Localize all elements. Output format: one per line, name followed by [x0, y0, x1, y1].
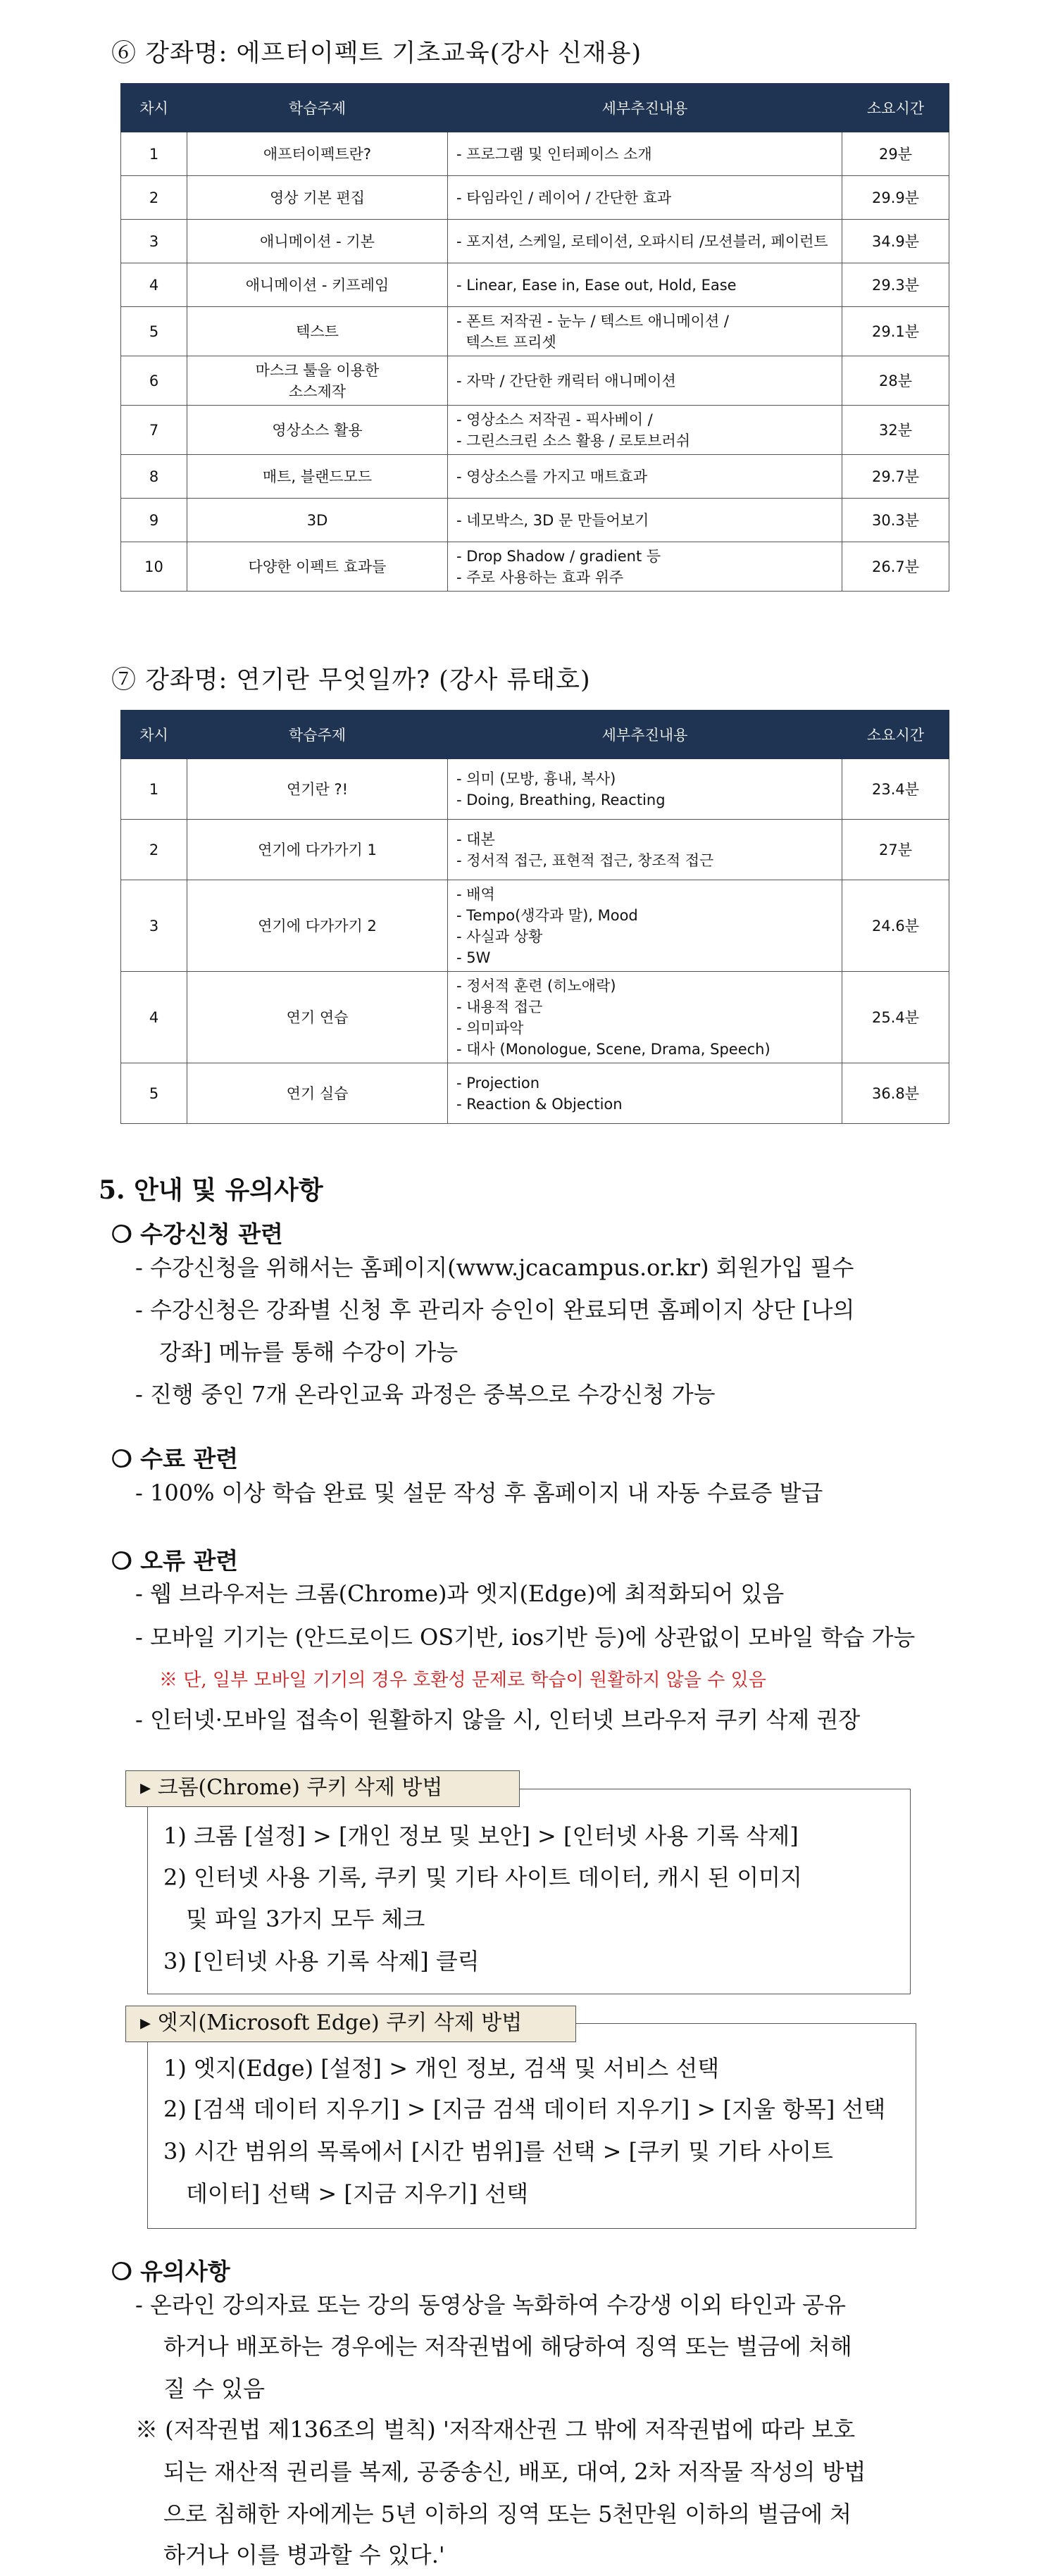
topic-cell — [187, 542, 448, 592]
details-line: - 사실과 상황 — [456, 927, 543, 945]
session-number: 9 — [121, 499, 187, 542]
session-number: 1 — [121, 132, 187, 176]
table-row — [121, 220, 949, 263]
details-cell — [448, 455, 842, 499]
topic-cell — [187, 880, 448, 972]
details-cell — [448, 759, 842, 820]
session-number: 10 — [121, 542, 187, 592]
details-line: - Drop Shadow / gradient 등 — [456, 547, 661, 565]
chrome-step-3: 3) [인터넷 사용 기록 삭제] 클릭 — [163, 1948, 480, 1975]
topic-cell — [187, 499, 448, 542]
table-row — [121, 880, 949, 972]
topic-cell — [187, 1063, 448, 1124]
session-number: 3 — [121, 220, 187, 263]
details-line: - 영상소스를 가지고 매트효과 — [456, 468, 648, 485]
table-row — [121, 1063, 949, 1124]
topic-line: 애니메이션 - 기본 — [260, 232, 375, 250]
law-line-2: 되는 재산적 권리를 복제, 공중송신, 배포, 대여, 2차 저작물 작성의 방법 — [163, 2458, 866, 2485]
chrome-step-2-cont: 및 파일 3가지 모두 체크 — [186, 1906, 425, 1932]
details-line: - Tempo(생각과 말), Mood — [456, 906, 638, 924]
topic-cell — [187, 406, 448, 455]
duration-cell: 29.3분 — [842, 263, 949, 307]
table-row — [121, 820, 949, 880]
errors-line-1: - 웹 브라우저는 크롬(Chrome)과 엣지(Edge)에 최적화되어 있음 — [135, 1580, 785, 1607]
cautions-line-1: - 온라인 강의자료 또는 강의 동영상을 녹화하여 수강생 이외 타인과 공유 — [135, 2291, 846, 2318]
header-session: 차시 — [121, 711, 187, 759]
details-line: - 내용적 접근 — [456, 998, 543, 1015]
details-line: - 5W — [456, 949, 491, 966]
details-cell — [448, 880, 842, 972]
registration-line-4: - 진행 중인 7개 온라인교육 과정은 중복으로 수강신청 가능 — [135, 1381, 716, 1408]
errors-heading: ❍ 오류 관련 — [111, 1547, 239, 1575]
details-cell — [448, 1063, 842, 1124]
topic-line: 영상 기본 편집 — [269, 189, 366, 206]
duration-cell: 36.8분 — [842, 1063, 949, 1124]
course6-table — [120, 83, 949, 592]
chrome-step-1: 1) 크롬 [설정] > [개인 정보 및 보안] > [인터넷 사용 기록 삭제] — [163, 1822, 799, 1849]
session-number: 2 — [121, 820, 187, 880]
details-line: - 대사 (Monologue, Scene, Drama, Speech) — [456, 1040, 771, 1058]
chrome-box-title: ▸ 크롬(Chrome) 쿠키 삭제 방법 — [125, 1770, 520, 1807]
details-line: - 네모박스, 3D 문 만들어보기 — [456, 511, 649, 529]
table-row — [121, 307, 949, 356]
table-row — [121, 406, 949, 455]
errors-line-3: - 인터넷·모바일 접속이 원활하지 않을 시, 인터넷 브라우저 쿠키 삭제 권장 — [135, 1706, 861, 1733]
session-number: 4 — [121, 972, 187, 1063]
session-number: 3 — [121, 880, 187, 972]
topic-line: 연기란 ?! — [286, 780, 349, 798]
duration-cell: 29.7분 — [842, 455, 949, 499]
session-number: 5 — [121, 1063, 187, 1124]
duration-cell: 32분 — [842, 406, 949, 455]
edge-box-title: ▸ 엣지(Microsoft Edge) 쿠키 삭제 방법 — [125, 2006, 576, 2042]
course7-table — [120, 710, 949, 1124]
notice-title: 5. 안내 및 유의사항 — [99, 1175, 323, 1205]
header-session: 차시 — [121, 84, 187, 132]
session-number: 7 — [121, 406, 187, 455]
topic-line: 연기 실습 — [286, 1084, 349, 1102]
errors-line-2: - 모바일 기기는 (안드로이드 OS기반, ios기반 등)에 상관없이 모바일 학습 가능 — [135, 1624, 916, 1651]
header-topic: 학습주제 — [187, 711, 448, 759]
cautions-line-2: 하거나 배포하는 경우에는 저작권법에 해당하여 징역 또는 벌금에 처해 — [163, 2333, 852, 2360]
duration-cell: 30.3분 — [842, 499, 949, 542]
details-line: - 정서적 접근, 표현적 접근, 창조적 접근 — [456, 851, 714, 869]
session-number: 4 — [121, 263, 187, 307]
details-cell — [448, 132, 842, 176]
cautions-line-3: 질 수 있음 — [163, 2375, 265, 2402]
details-line: - 그린스크린 소스 활용 / 로토브러쉬 — [456, 432, 691, 449]
details-line: - 의미 (모방, 흉내, 복사) — [456, 770, 616, 787]
header-duration: 소요시간 — [842, 84, 949, 132]
details-cell — [448, 499, 842, 542]
topic-line: 영상소스 활용 — [272, 421, 363, 439]
details-line: - Reaction & Objection — [456, 1095, 623, 1113]
topic-cell — [187, 132, 448, 176]
duration-cell: 23.4분 — [842, 759, 949, 820]
topic-cell — [187, 356, 448, 406]
table-row — [121, 455, 949, 499]
topic-line: 텍스트 — [296, 323, 339, 340]
duration-cell: 28분 — [842, 356, 949, 406]
details-line: - 배역 — [456, 885, 495, 903]
duration-cell: 34.9분 — [842, 220, 949, 263]
edge-step-3-cont: 데이터] 선택 > [지금 지우기] 선택 — [186, 2180, 529, 2207]
details-line: - 타임라인 / 레이어 / 간단한 효과 — [456, 189, 672, 206]
topic-cell — [187, 820, 448, 880]
chrome-step-2: 2) 인터넷 사용 기록, 쿠키 및 기타 사이트 데이터, 캐시 된 이미지 — [163, 1864, 802, 1891]
details-cell — [448, 542, 842, 592]
table-row — [121, 972, 949, 1063]
topic-line: 애니메이션 - 키프레임 — [245, 276, 389, 294]
details-line: - 영상소스 저작권 - 픽사베이 / — [456, 411, 653, 428]
topic-line: 소스제작 — [288, 382, 347, 400]
topic-line: 연기에 다가가기 1 — [258, 841, 377, 858]
table-row — [121, 499, 949, 542]
table-header-row — [121, 711, 949, 759]
duration-cell: 29분 — [842, 132, 949, 176]
session-number: 8 — [121, 455, 187, 499]
errors-warning: ※ 단, 일부 모바일 기기의 경우 호환성 문제로 학습이 원활하지 않을 수 있음 — [159, 1670, 766, 1691]
details-line: - Linear, Ease in, Ease out, Hold, Ease — [456, 276, 737, 294]
details-line: - 대본 — [456, 830, 495, 848]
edge-step-3: 3) 시간 범위의 목록에서 [시간 범위]를 선택 > [쿠키 및 기타 사이트 — [163, 2138, 833, 2165]
topic-line: 애프터이펙트란? — [263, 145, 372, 163]
header-details: 세부추진내용 — [448, 84, 842, 132]
topic-cell — [187, 307, 448, 356]
table-row — [121, 759, 949, 820]
topic-cell — [187, 176, 448, 220]
details-line: - 프로그램 및 인터페이스 소개 — [456, 145, 652, 163]
topic-cell — [187, 972, 448, 1063]
edge-step-1: 1) 엣지(Edge) [설정] > 개인 정보, 검색 및 서비스 선택 — [163, 2055, 720, 2082]
details-cell — [448, 307, 842, 356]
topic-line: 3D — [306, 511, 328, 529]
session-number: 2 — [121, 176, 187, 220]
details-line: - Projection — [456, 1074, 540, 1092]
details-cell — [448, 263, 842, 307]
topic-line: 매트, 블랜드모드 — [262, 468, 373, 485]
law-line-3: 으로 침해한 자에게는 5년 이하의 징역 또는 5천만원 이하의 벌금에 처 — [163, 2501, 852, 2527]
completion-line-1: - 100% 이상 학습 완료 및 설문 작성 후 홈페이지 내 자동 수료증 발급 — [135, 1480, 823, 1506]
duration-cell: 27분 — [842, 820, 949, 880]
topic-line: 연기에 다가가기 2 — [258, 917, 377, 934]
details-cell — [448, 176, 842, 220]
topic-line: 다양한 이펙트 효과들 — [248, 558, 387, 575]
session-number: 1 — [121, 759, 187, 820]
details-line: - 포지션, 스케일, 로테이션, 오파시티 /모션블러, 페이런트 — [456, 232, 828, 250]
duration-cell: 26.7분 — [842, 542, 949, 592]
edge-step-2: 2) [검색 데이터 지우기] > [지금 검색 데이터 지우기] > [지울 항목] 선택 — [163, 2096, 886, 2122]
course7-title: ⑦ 강좌명: 연기란 무엇일까? (강사 류태호) — [111, 666, 591, 694]
details-line: - 자막 / 간단한 캐릭터 애니메이션 — [456, 372, 676, 389]
session-number: 5 — [121, 307, 187, 356]
header-details: 세부추진내용 — [448, 711, 842, 759]
details-line: - 의미파악 — [456, 1019, 524, 1037]
details-cell — [448, 972, 842, 1063]
course6-title: ⑥ 강좌명: 에프터이펙트 기초교육(강사 신재용) — [111, 39, 642, 68]
duration-cell: 25.4분 — [842, 972, 949, 1063]
details-line: - 폰트 저작권 - 눈누 / 텍스트 애니메이션 / — [456, 312, 729, 330]
header-duration: 소요시간 — [842, 711, 949, 759]
details-cell — [448, 356, 842, 406]
cautions-heading: ❍ 유의사항 — [111, 2258, 230, 2285]
details-line: - 주로 사용하는 효과 위주 — [456, 568, 624, 586]
table-row — [121, 176, 949, 220]
details-line: - 정서적 훈련 (히노애락) — [456, 977, 616, 994]
registration-line-1: - 수강신청을 위해서는 홈페이지(www.jcacampus.or.kr) 회원가입 필수 — [135, 1254, 854, 1281]
table-header-row — [121, 84, 949, 132]
law-line-4: 하거나 이를 병과할 수 있다.' — [163, 2541, 445, 2568]
topic-cell — [187, 263, 448, 307]
topic-cell — [187, 759, 448, 820]
details-line: 텍스트 프리셋 — [456, 333, 556, 351]
table-row — [121, 356, 949, 406]
details-cell — [448, 820, 842, 880]
details-cell — [448, 406, 842, 455]
duration-cell: 29.9분 — [842, 176, 949, 220]
details-line: - Doing, Breathing, Reacting — [456, 791, 666, 808]
topic-line: 연기 연습 — [286, 1008, 349, 1026]
completion-heading: ❍ 수료 관련 — [111, 1445, 239, 1473]
registration-heading: ❍ 수강신청 관련 — [111, 1220, 283, 1248]
topic-cell — [187, 220, 448, 263]
topic-line: 마스크 툴을 이용한 — [255, 361, 380, 379]
registration-line-2: - 수강신청은 강좌별 신청 후 관리자 승인이 완료되면 홈페이지 상단 [나의 — [135, 1296, 855, 1323]
topic-cell — [187, 455, 448, 499]
details-cell — [448, 220, 842, 263]
duration-cell: 29.1분 — [842, 307, 949, 356]
law-line-1: ※ (저작권법 제136조의 벌칙) '저작재산권 그 밖에 저작권법에 따라 보호 — [135, 2416, 856, 2443]
table-row — [121, 132, 949, 176]
table-row — [121, 542, 949, 592]
duration-cell: 24.6분 — [842, 880, 949, 972]
registration-line-3: 강좌] 메뉴를 통해 수강이 가능 — [159, 1339, 458, 1365]
header-topic: 학습주제 — [187, 84, 448, 132]
table-row — [121, 263, 949, 307]
session-number: 6 — [121, 356, 187, 406]
